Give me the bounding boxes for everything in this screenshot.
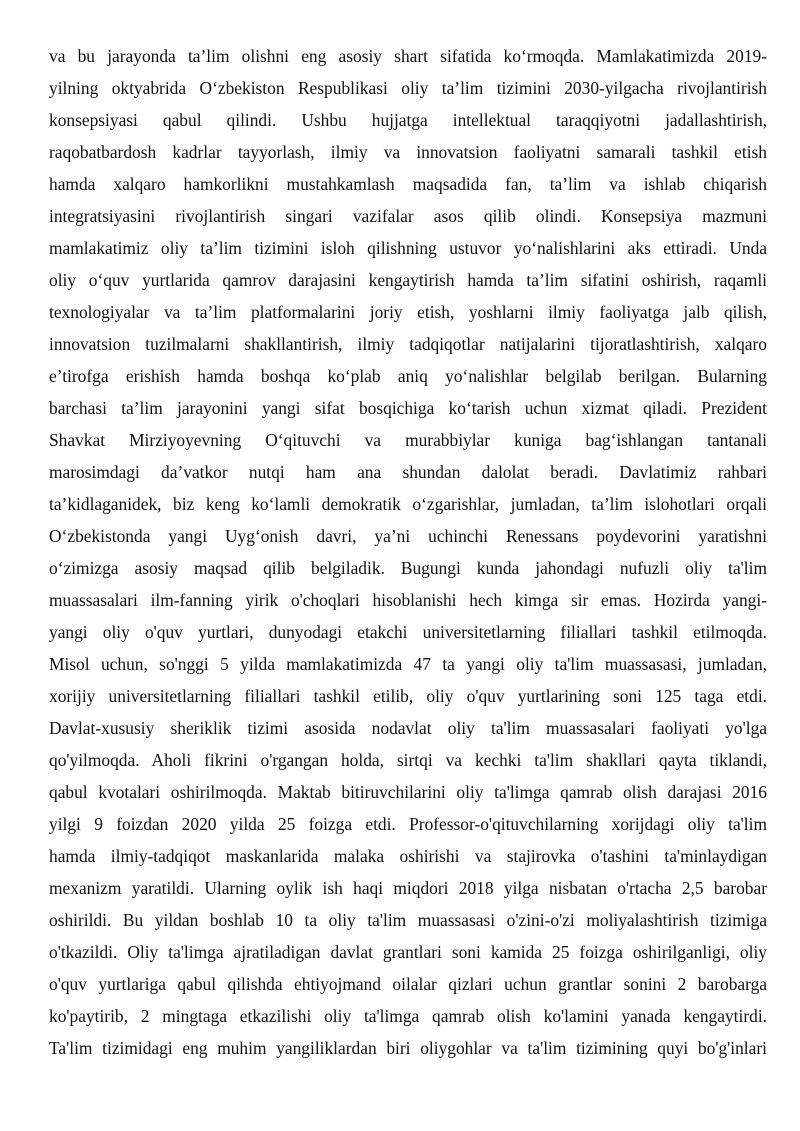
- text-line: hamda ilmiy-tadqiqot maskanlarida malaka oshirishi va stajirovka o'tashini ta'minlaydigan: [49, 846, 767, 866]
- text-line: o'tkazildi. Oliy ta'limga ajratiladigan davlat grantlari soni kamida 25 foizga oshirilganligi, oliy: [49, 942, 767, 962]
- text-line: O‘zbekistonda yangi Uyg‘onish davri, ya’ni uchinchi Renessans poydevorini yaratishni: [49, 526, 767, 546]
- text-line: o‘zimizga asosiy maqsad qilib belgiladik. Bugungi kunda jahondagi nufuzli oliy ta'lim: [49, 558, 767, 578]
- text-line: integratsiyasini rivojlantirish singari vazifalar asos qilib olindi. Konsepsiya mazmuni: [49, 206, 767, 226]
- text-line: texnologiyalar va ta’lim platformalarini joriy etish, yoshlarni ilmiy faoliyatga jalb qilish,: [49, 302, 767, 322]
- text-line: ta’kidlaganidek, biz keng ko‘lamli demokratik o‘zgarishlar, jumladan, ta’lim islohotlari orqali: [49, 494, 767, 514]
- text-line: Ta'lim tizimidagi eng muhim yangiliklardan biri oliygohlar va ta'lim tizimining quyi bo'g'inlari: [49, 1038, 767, 1058]
- text-line: Misol uchun, so'nggi 5 yilda mamlakatimizda 47 ta yangi oliy ta'lim muassasasi, jumladan,: [49, 654, 767, 674]
- text-line: Davlat-xususiy sheriklik tizimi asosida nodavlat oliy ta'lim muassasalari faoliyati yo'lga: [49, 718, 767, 738]
- text-line: qabul kvotalari oshirilmoqda. Maktab bitiruvchilarini oliy ta'limga qamrab olish darajasi 2016: [49, 782, 767, 802]
- text-line: mamlakatimiz oliy ta’lim tizimini isloh qilishning ustuvor yo‘nalishlarini aks ettiradi. Unda: [49, 238, 767, 258]
- text-line: yilning oktyabrida O‘zbekiston Respublikasi oliy ta’lim tizimini 2030-yilgacha rivojlantirish: [49, 78, 767, 98]
- document-page: [49, 40, 767, 1064]
- text-line: konsepsiyasi qabul qilindi. Ushbu hujjatga intellektual taraqqiyotni jadallashtirish,: [49, 110, 767, 130]
- text-line: yangi oliy o'quv yurtlari, dunyodagi etakchi universitetlarning filiallari tashkil etilmoqda.: [49, 622, 767, 642]
- text-line: va bu jarayonda ta’lim olishni eng asosiy shart sifatida ko‘rmoqda. Mamlakatimizda 2019-: [49, 46, 767, 66]
- text-line: oshirildi. Bu yildan boshlab 10 ta oliy ta'lim muassasasi o'zini-o'zi moliyalashtirish tizimiga: [49, 910, 767, 930]
- text-line: raqobatbardosh kadrlar tayyorlash, ilmiy va innovatsion faoliyatni samarali tashkil etish: [49, 142, 767, 162]
- text-line: hamda xalqaro hamkorlikni mustahkamlash maqsadida fan, ta’lim va ishlab chiqarish: [49, 174, 767, 194]
- text-line: marosimdagi da’vatkor nutqi ham ana shundan dalolat beradi. Davlatimiz rahbari: [49, 462, 767, 482]
- text-line: Shavkat Mirziyoyevning O‘qituvchi va murabbiylar kuniga bag‘ishlangan tantanali: [49, 430, 767, 450]
- text-line: barchasi ta’lim jarayonini yangi sifat bosqichiga ko‘tarish uchun xizmat qiladi. Prezident: [49, 398, 767, 418]
- text-line: oliy o‘quv yurtlarida qamrov darajasini kengaytirish hamda ta’lim sifatini oshirish, raqamli: [49, 270, 767, 290]
- text-line: yilgi 9 foizdan 2020 yilda 25 foizga etdi. Professor-o'qituvchilarning xorijdagi oliy ta'lim: [49, 814, 767, 834]
- text-line: innovatsion tuzilmalarni shakllantirish, ilmiy tadqiqotlar natijalarini tijoratlashtirish, xalqaro: [49, 334, 767, 354]
- text-line: o'quv yurtlariga qabul qilishda ehtiyojmand oilalar qizlari uchun grantlar sonini 2 barobarga: [49, 974, 767, 994]
- text-line: e’tirofga erishish hamda boshqa ko‘plab aniq yo‘nalishlar belgilab berilgan. Bularning: [49, 366, 767, 386]
- text-line: muassasalari ilm-fanning yirik o'choqlari hisoblanishi hech kimga sir emas. Hozirda yangi-: [49, 590, 767, 610]
- text-line: qo'yilmoqda. Aholi fikrini o'rgangan holda, sirtqi va kechki ta'lim shakllari qayta tiklandi,: [49, 750, 767, 770]
- text-line: mexanizm yaratildi. Ularning oylik ish haqi miqdori 2018 yilga nisbatan o'rtacha 2,5 barobar: [49, 878, 767, 898]
- text-line: ko'paytirib, 2 mingtaga etkazilishi oliy ta'limga qamrab olish ko'lamini yanada kengaytirdi.: [49, 1006, 767, 1026]
- text-line: xorijiy universitetlarning filiallari tashkil etilib, oliy o'quv yurtlarining soni 125 taga etdi.: [49, 686, 767, 706]
